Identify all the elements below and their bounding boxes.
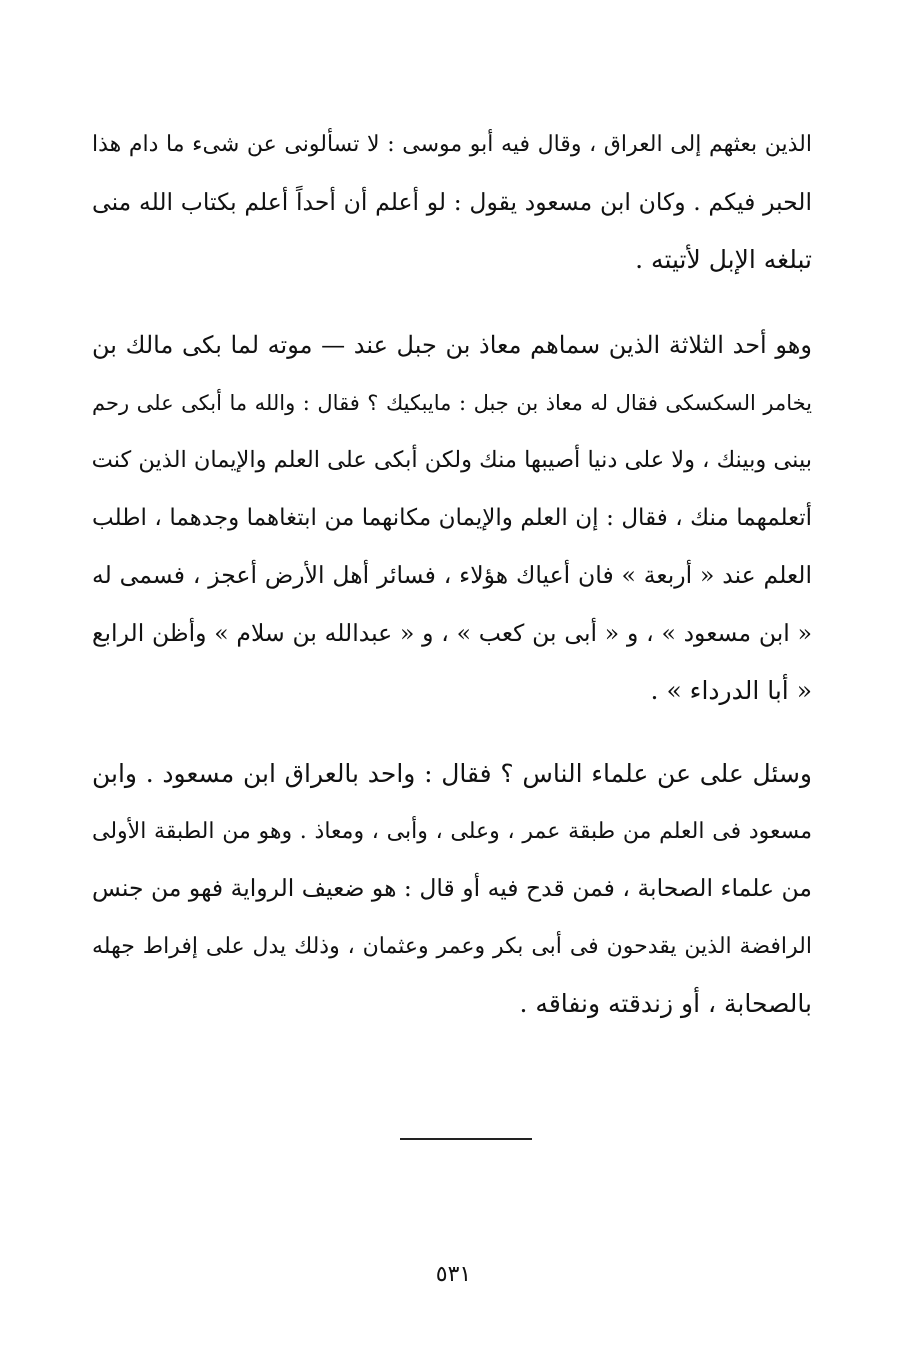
paragraph-line: العلم عند « أربعة » فان أعياك هؤلاء ، فسائر أهل الأرض أعجز ، فسمى له [92,561,812,589]
paragraph-line: تبلغه الإبل لأتيته . [635,245,812,274]
paragraph-line: « ابن مسعود » ، و « أبى بن كعب » ، و « عبدالله بن سلام » وأظن الرابع [92,618,812,647]
paragraph-line: يخامر السكسكى فقال له معاذ بن جبل : مايبكيك ؟ فقال : والله ما أبكى على رحم [92,390,812,415]
paragraph-line: بالصحابة ، أو زندقته ونفاقه . [519,989,812,1018]
paragraph-2 [92,317,812,720]
paragraph-line: وسئل على عن علماء الناس ؟ فقال : واحد بالعراق ابن مسعود . وابن [92,759,812,788]
paragraph-1 [92,116,812,289]
paragraph-line: « أبا الدرداء » . [650,676,812,705]
paragraph-line: الرافضة الذين يقدحون فى أبى بكر وعمر وعثمان ، وذلك يدل على إفراط جهله [92,933,812,959]
page-number: ٥٣١ [435,1262,472,1287]
paragraph-line: أتعلمهما منك ، فقال : إن العلم والإيمان مكانهما من ابتغاهما وجدهما ، اطلب [92,504,812,531]
paragraph-line: الذين بعثهم إلى العراق ، وقال فيه أبو موسى : لا تسألونى عن شىء ما دام هذا [92,132,812,157]
paragraph-line: من علماء الصحابة ، فمن قدح فيه أو قال : هو ضعيف الرواية فهو من جنس [92,874,812,902]
paragraph-line: وهو أحد الثلاثة الذين سماهم معاذ بن جبل عند — موته لما بكى مالك بن [92,331,812,359]
paragraph-line: بينى وبينك ، ولا على دنيا أصيبها منك ولكن أبكى على العلم والإيمان الذين كنت [92,447,812,473]
footer-divider [400,1138,532,1140]
paragraph-line: الحبر فيكم . وكان ابن مسعود يقول : لو أعلم أن أحداً أعلم بكتاب الله منى [92,187,812,216]
paragraph-3 [92,745,812,1033]
paragraph-line: مسعود فى العلم من طبقة عمر ، وعلى ، وأبى ، ومعاذ . وهو من الطبقة الأولى [92,818,812,844]
